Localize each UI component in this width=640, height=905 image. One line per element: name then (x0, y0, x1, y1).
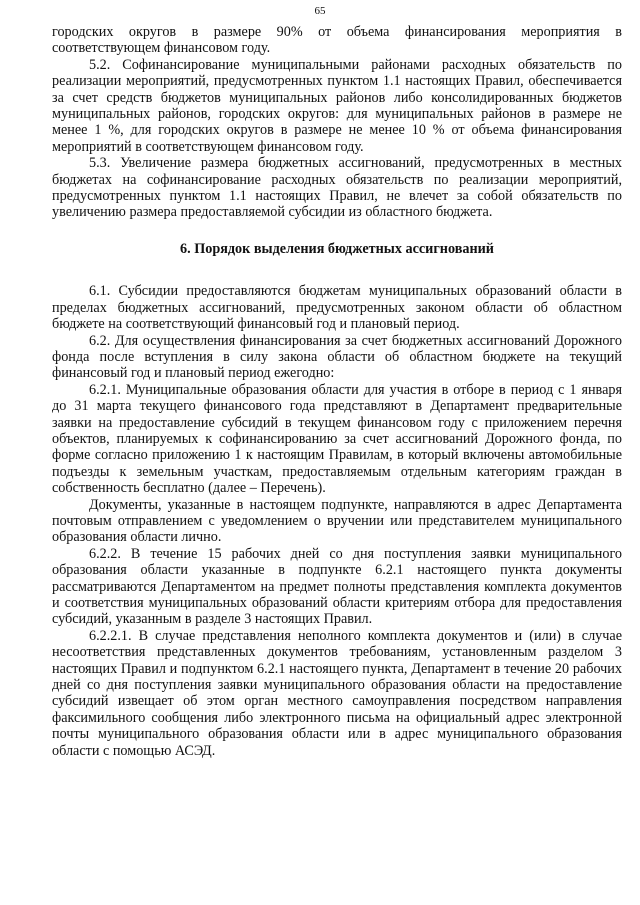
page-number: 65 (314, 5, 326, 17)
document-body (52, 24, 622, 759)
paragraph-6-2-2-1: 6.2.2.1. В случае представления неполного комплекта документов и (или) в случае несоответствия представленных документов требованиям, установленным разделом 3 настоящих Правил и подпунктом 6.2.1 настоящего пункта, Департамент в течение 20 рабочих дней со дня поступления заявки муниципального образования области на предоставление субсидий извещает об этом орган местного самоуправления посредством направления факсимильного сообщения либо электронного письма на официальный адрес электронной почты муниципального образования области или в адрес муниципального образования области с помощью АСЭД. (52, 627, 622, 759)
paragraph-documents: Документы, указанные в настоящем подпункте, направляются в адрес Департамента почтовым отправлением с уведомлением о вручении или представителем муниципального образования области лично. (52, 496, 622, 546)
paragraph-6-2-1: 6.2.1. Муниципальные образования области для участия в отборе в период с 1 января до 31 марта текущего финансового года представляют в Департамент предварительные заявки на предоставление субсидий в текущем финансовом году с приложением перечня объектов, планируемых к софинансированию за счет ассигнований Дорожного фонда, по форме согласно приложению 1 к настоящим Правилам, в который включены автомобильные подъезды к земельным участкам, предоставляемым отдельным категориям граждан в собственность бесплатно (далее – Перечень). (52, 381, 622, 497)
paragraph-6-2: 6.2. Для осуществления финансирования за счет бюджетных ассигнований Дорожного фонда после вступления в силу закона области об областном бюджете на текущий финансовый год и плановый период ежегодно: (52, 332, 622, 382)
paragraph-5-3: 5.3. Увеличение размера бюджетных ассигнований, предусмотренных в местных бюджетах на софинансирование расходных обязательств по реализации мероприятий, предусмотренных пунктом 1.1 настоящих Правил, не влечет за собой обязательств по увеличению размера предоставляемой субсидии из областного бюджета. (52, 155, 622, 221)
paragraph-5-2: 5.2. Софинансирование муниципальными районами расходных обязательств по реализации мероприятий, предусмотренных пунктом 1.1 настоящих Правил, обеспечивается за счет средств бюджетов муниципальных районов либо консолидированных бюджетов муниципальных районов, городских округов: для муниципальных районов в размере не менее 1 %, для городских округов в размере не менее 10 % от объема финансирования мероприятий в соответствующем финансовом году. (52, 56, 622, 155)
paragraph-6-2-2: 6.2.2. В течение 15 рабочих дней со дня поступления заявки муниципального образования области указанные в подпункте 6.2.1 настоящего пункта документы рассматриваются Департаментом на предмет полноты представления комплекта документов и соответствия муниципальных образований области критериям отбора для предоставления субсидий, указанным в разделе 3 настоящих Правил. (52, 545, 622, 628)
paragraph-continuation: городских округов в размере 90% от объема финансирования мероприятия в соответствующем финансовом году. (52, 24, 622, 57)
paragraph-6-1: 6.1. Субсидии предоставляются бюджетам муниципальных образований области в пределах бюджетных ассигнований, предусмотренных законом области об областном бюджете на соответствующий финансовый год и плановый период. (52, 283, 622, 333)
section-heading: 6. Порядок выделения бюджетных ассигнований (180, 240, 494, 257)
